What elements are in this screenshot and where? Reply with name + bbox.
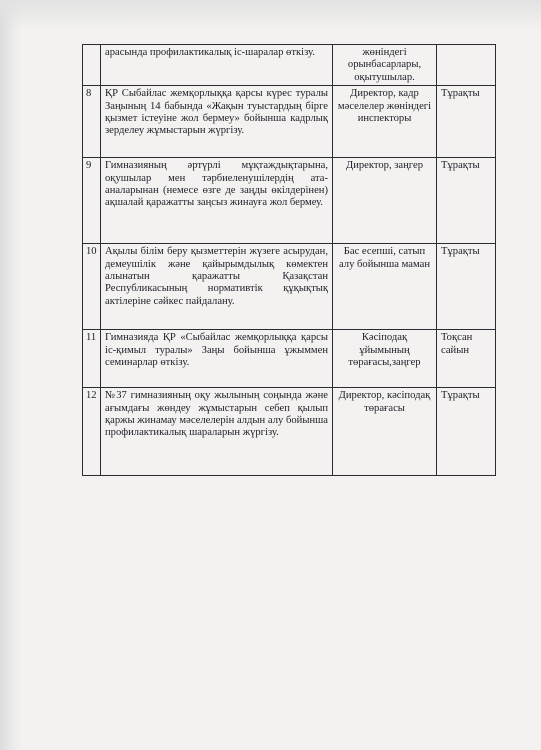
table-row: [83, 244, 496, 330]
row-term: Тұрақты: [437, 388, 496, 476]
row-responsible: Кәсіподақ ұйымының төрағасы,заңгер: [333, 330, 437, 388]
row-number: 12: [83, 388, 101, 476]
row-term: Тұрақты: [437, 158, 496, 244]
row-number: [83, 45, 101, 86]
row-responsible: Бас есепші, сатып алу бойынша маман: [333, 244, 437, 330]
row-term: Тоқсан сайын: [437, 330, 496, 388]
row-term: [437, 45, 496, 86]
row-content: №37 гимназияның оқу жылының соңында және ағымдағы жөндеу жұмыстарын себеп қылып қаржы жинамау мәселелерін алдын алу бойынша профилактикалық шараларын жүргізу.: [101, 388, 333, 476]
table-row: [83, 45, 496, 86]
page-shadow-top: [0, 0, 541, 30]
row-responsible: жөніндегі орынбасарлары, оқытушылар.: [333, 45, 437, 86]
row-number: 10: [83, 244, 101, 330]
row-content: Гимназияның әртүрлі мұқтаждықтарына, оқушылар мен тәрбиеленушілердің ата-аналарынан (немесе өзге де заңды өкілдерінен) ақшалай қаражатты заңсыз жинауға жол бермеу.: [101, 158, 333, 244]
row-number: 8: [83, 86, 101, 158]
row-number: 9: [83, 158, 101, 244]
row-content: Ақылы білім беру қызметтерін жүзеге асырудан, демеушілік және қайырымдылық көмектен алынатын қаражатты Қазақстан Республикасының нормативтік құқықтық актілеріне сәйкес пайдалану.: [101, 244, 333, 330]
page-shadow-left: [0, 0, 22, 750]
row-responsible: Директор, кәсіподақ төрағасы: [333, 388, 437, 476]
row-responsible: Директор, кадр мәселелер жөніндегі инспекторы: [333, 86, 437, 158]
table-row: [83, 330, 496, 388]
table-row: [83, 388, 496, 476]
row-responsible: Директор, заңгер: [333, 158, 437, 244]
row-term: Тұрақты: [437, 244, 496, 330]
row-term: Тұрақты: [437, 86, 496, 158]
row-content: Гимназияда ҚР «Сыбайлас жемқорлыққа қарсы іс-қимыл туралы» Заңы бойынша ұжыммен семинарлар өткізу.: [101, 330, 333, 388]
row-number: 11: [83, 330, 101, 388]
table-row: [83, 158, 496, 244]
row-content: ҚР Сыбайлас жемқорлыққа қарсы күрес туралы Заңының 14 бабында «Жақын туыстардың бірге қызмет істеуіне жол бермеу» бойынша кадрлық зерделеу жұмыстарын жүргізу.: [101, 86, 333, 158]
row-content: арасында профилактикалық іс-шаралар өткізу.: [101, 45, 333, 86]
anti-corruption-plan-table: [82, 44, 496, 476]
table-row: [83, 86, 496, 158]
